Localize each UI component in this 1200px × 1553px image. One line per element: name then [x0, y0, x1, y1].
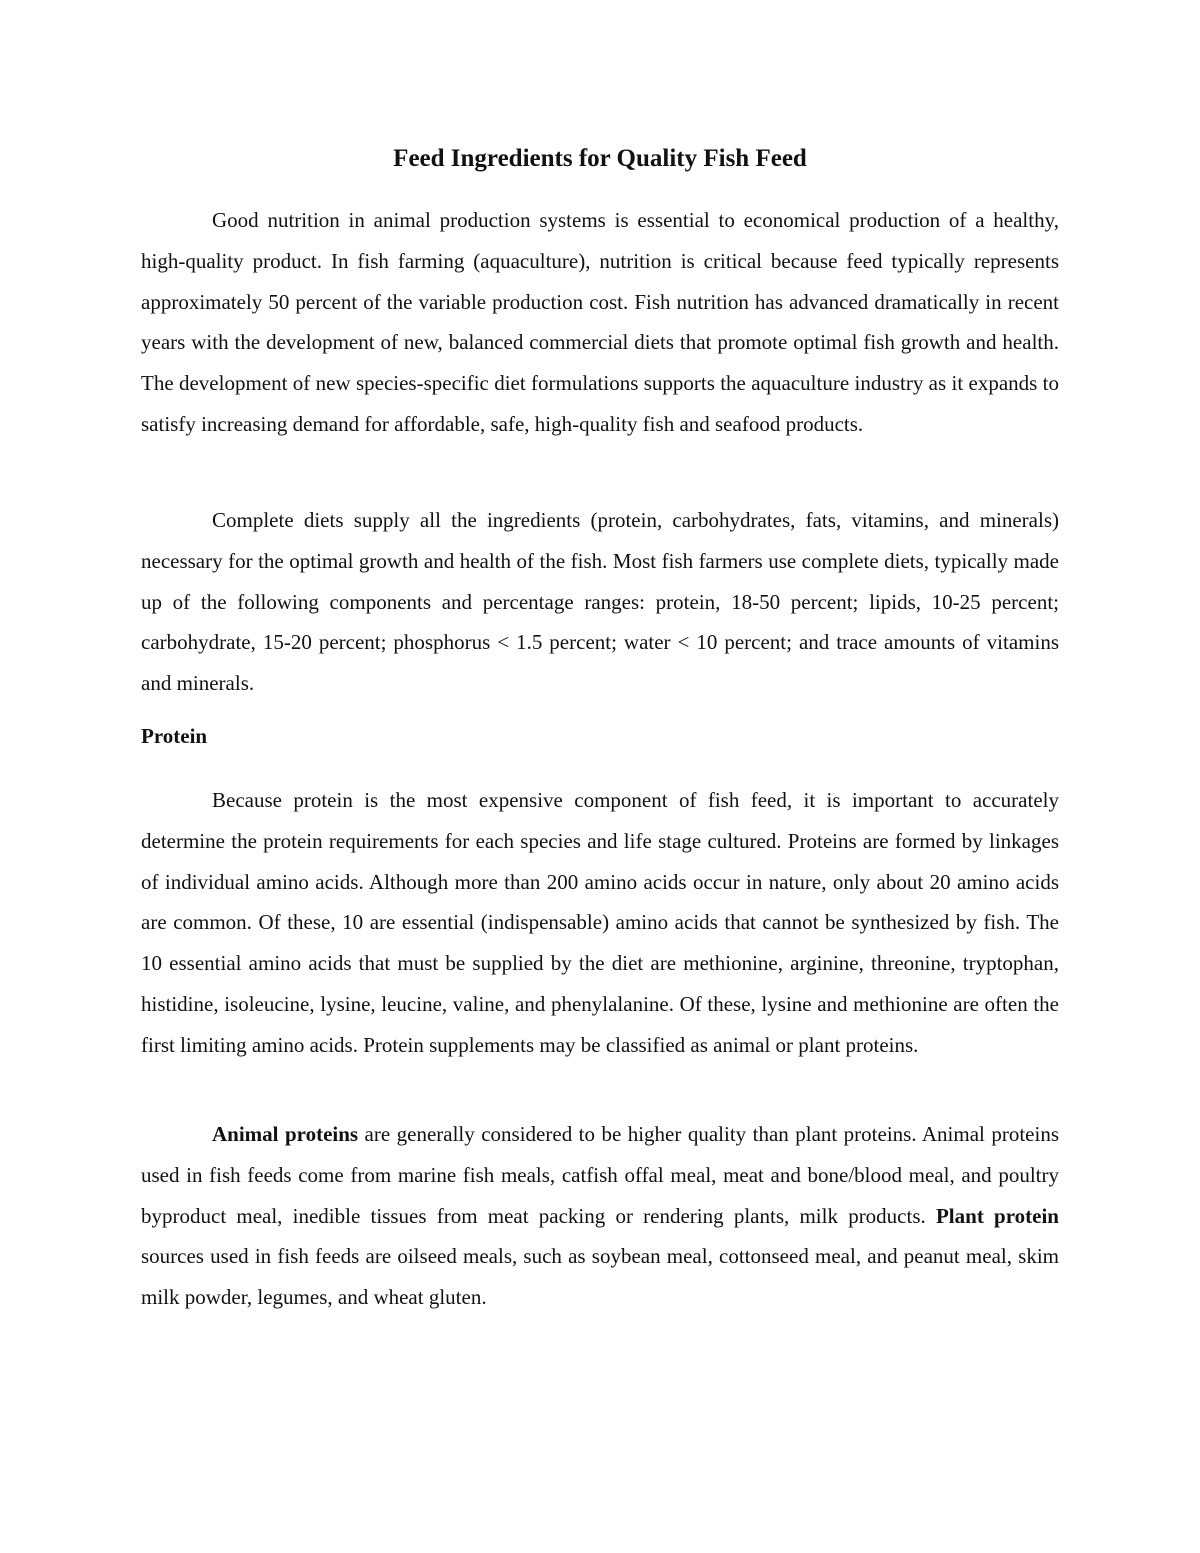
intro-paragraph: Good nutrition in animal production systems is essential to economical production of a healthy, high-quality product. In fish farming (aquaculture), nutrition is critical because feed typically represents approximately 50 percent of the variable production cost. Fish nutrition has advanced dramatically in recent years with the development of new, balanced commercial diets that promote optimal fish growth and health. The development of new species-specific diet formulations supports the aquaculture industry as it expands to satisfy increasing demand for affordable, safe, high-quality fish and seafood products.: [141, 208, 1059, 436]
document-title: Feed Ingredients for Quality Fish Feed: [393, 145, 807, 172]
plant-protein-text: sources used in fish feeds are oilseed meals, such as soybean meal, cottonseed meal, and peanut meal, skim milk powder, legumes, and wheat gluten.: [141, 1244, 1059, 1310]
plant-protein-term: Plant protein: [935, 1203, 1059, 1228]
protein-paragraph: Because protein is the most expensive component of fish feed, it is important to accurately determine the protein requirements for each species and life stage cultured. Proteins are formed by linkages of individual amino acids. Although more than 200 amino acids occur in nature, only about 20 amino acids are common. Of these, 10 are essential (indispensable) amino acids that cannot be synthesized by fish. The 10 essential amino acids that must be supplied by the diet are methionine, arginine, threonine, tryptophan, histidine, isoleucine, lysine, leucine, valine, and phenylalanine. Of these, lysine and methionine are often the first limiting amino acids. Protein supplements may be classified as animal or plant proteins.: [141, 788, 1059, 1057]
animal-proteins-text: are generally considered to be higher quality than plant proteins. Animal proteins used in fish feeds come from marine fish meals, catfish offal meal, meat and bone/blood meal, and poultry byproduct meal, inedible tissues from meat packing or rendering plants, milk products.: [141, 1122, 1059, 1228]
protein-heading: Protein: [141, 724, 208, 748]
complete-diets-paragraph: Complete diets supply all the ingredients (protein, carbohydrates, fats, vitamins, and minerals) necessary for the optimal growth and health of the fish. Most fish farmers use complete diets, typically made up of the following components and percentage ranges: protein, 18-50 percent; lipids, 10-25 percent; carbohydrate, 15-20 percent; phosphorus < 1.5 percent; water < 10 percent; and trace amounts of vitamins and minerals.: [141, 508, 1059, 696]
protein-sources-paragraph: [141, 1114, 1059, 1318]
animal-proteins-term: Animal proteins: [212, 1122, 359, 1146]
